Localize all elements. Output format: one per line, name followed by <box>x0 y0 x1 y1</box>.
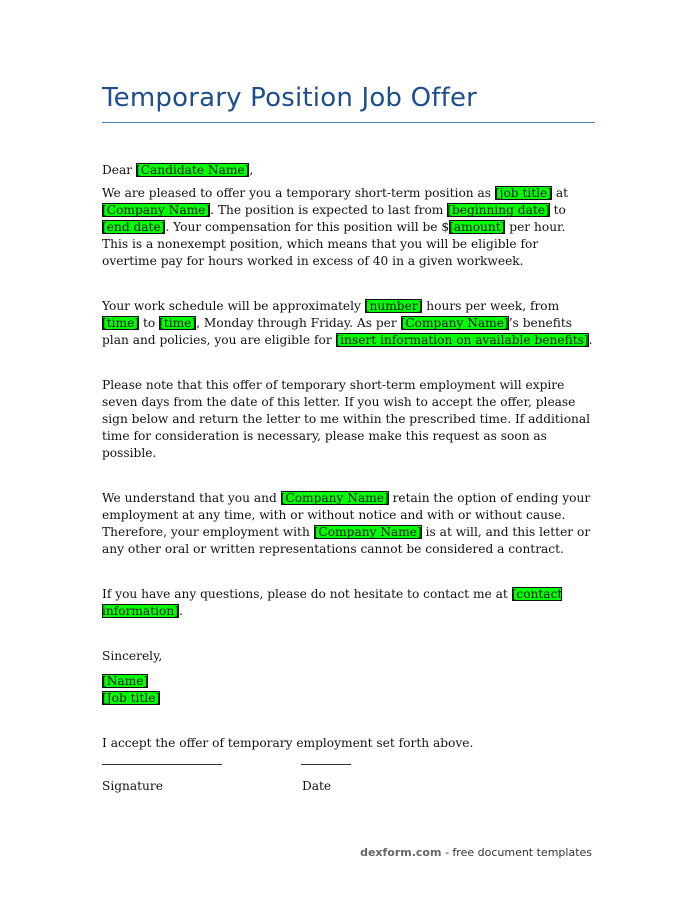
signature-label: Signature <box>102 779 163 793</box>
placeholder-company-name: [Company Name] <box>102 203 211 217</box>
placeholder-benefits: [insert information on available benefits] <box>335 333 589 347</box>
text: . <box>178 604 183 618</box>
signature-area <box>102 764 502 804</box>
paragraph-at-will <box>102 490 594 558</box>
placeholder-candidate-name: [Candidate Name] <box>135 163 250 177</box>
footer <box>360 846 592 859</box>
text: We understand that you and <box>102 491 281 505</box>
text: per hour. This is a nonexempt position, which means that you will be eligible for overtime pay for hours worked in excess of 40 in a given workweek. <box>102 220 566 268</box>
greeting-suffix: , <box>249 163 254 177</box>
text: retain the option of ending your employment at any time, with or without notice and with or without cause. Therefore, your employment with <box>102 491 591 539</box>
greeting <box>102 162 594 179</box>
placeholder-name: [Name] <box>102 674 149 688</box>
signature-line <box>102 764 222 765</box>
placeholder-contact-information: [contact information] <box>102 587 563 618</box>
text: . The position is expected to last from <box>210 203 448 217</box>
paragraph-schedule <box>102 298 594 349</box>
placeholder-company-name: [Company Name] <box>400 316 509 330</box>
text: at <box>552 186 569 200</box>
text: Your work schedule will be approximately <box>102 299 365 313</box>
placeholder-company-name: [Company Name] <box>280 491 389 505</box>
text: to <box>139 316 160 330</box>
footer-brand: dexform.com <box>360 846 442 859</box>
placeholder-signer-job-title: [Job title] <box>102 691 161 705</box>
text: . Your compensation for this position will be $ <box>165 220 450 234</box>
placeholder-company-name: [Company Name] <box>313 525 422 539</box>
placeholder-end-date: [end date] <box>102 220 166 234</box>
text: ’s benefits plan and policies, you are eligible for <box>102 316 573 347</box>
acceptance-statement: I accept the offer of temporary employment set forth above. <box>102 736 474 750</box>
placeholder-amount: [amount] <box>449 220 506 234</box>
placeholder-time-end: [time] <box>159 316 197 330</box>
text: to <box>549 203 566 217</box>
title-divider <box>102 122 595 123</box>
placeholder-number: [number] <box>364 299 423 313</box>
footer-text: - free document templates <box>441 846 592 859</box>
date-label: Date <box>302 779 332 793</box>
placeholder-beginning-date: [beginning date] <box>447 203 550 217</box>
text: , Monday through Friday. As per <box>196 316 401 330</box>
text: is at will, and this letter or any other oral or written representations cannot be considered a contract. <box>102 525 591 556</box>
text: If you have any questions, please do not hesitate to contact me at <box>102 587 512 601</box>
text: We are pleased to offer you a temporary short-term position as <box>102 186 495 200</box>
paragraph-offer <box>102 185 594 270</box>
text: hours per week, from <box>422 299 560 313</box>
placeholder-time-start: [time] <box>102 316 140 330</box>
placeholder-job-title: [job title] <box>494 186 553 200</box>
paragraph-contact <box>102 586 594 620</box>
text: . <box>588 333 593 347</box>
signer-block <box>102 673 594 707</box>
document-title: Temporary Position Job Offer <box>102 83 478 113</box>
greeting-prefix: Dear <box>102 163 136 177</box>
date-line <box>301 764 351 765</box>
letter-body <box>102 162 594 752</box>
paragraph-expiry: Please note that this offer of temporary short-term employment will expire seven days from the date of this letter. If you wish to accept the offer, please sign below and return the letter to me within the prescribed time. If additional time for consideration is necessary, please make this request as soon as possible. <box>102 378 591 460</box>
closing: Sincerely, <box>102 649 163 663</box>
